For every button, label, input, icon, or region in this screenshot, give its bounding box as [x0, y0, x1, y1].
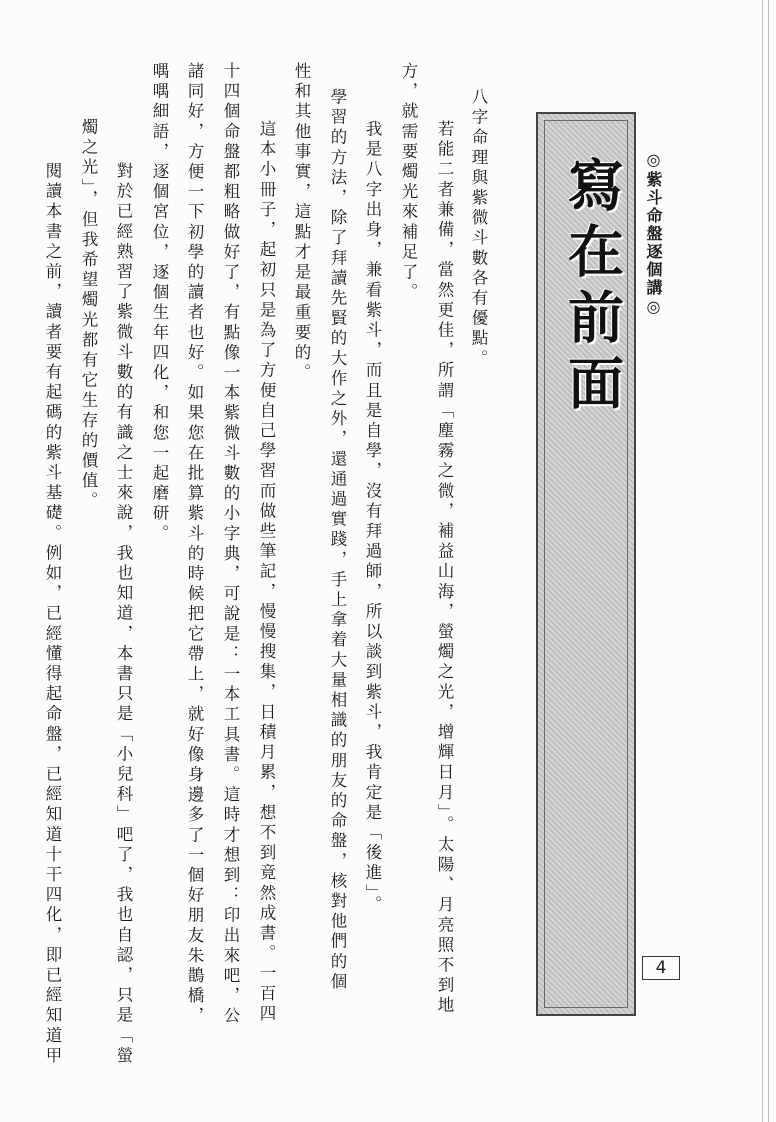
book-title: ◎紫斗命盤逐個講◎: [644, 150, 663, 318]
body-column-8: 十四個命盤都粗略做好了，有點像一本紫微斗數的小字典，可說是：一本工具書。這時才想到：印出來吧，公: [221, 62, 240, 1027]
page-number: 4: [642, 956, 680, 980]
page-edge-line: [762, 0, 763, 1122]
body-column-11: 對於已經熟習了紫微斗數的有識之士來說，我也知道，本書只是「小兒科」吧了，我也自認，只是「螢: [114, 162, 133, 1067]
body-column-2: 若能二者兼備，當然更佳，所謂「塵霧之微，補益山海，螢燭之光，增輝日月」。太陽、月亮照不到地: [435, 120, 454, 1017]
body-column-10: 喁喁細語，逐個宮位，逐個生年四化，和您一起磨研。: [150, 62, 169, 545]
body-column-5: 學習的方法，除了拜讀先賢的大作之外，還通過實踐，手上拿着大量相識的朋友的命盤，核對他們的個: [328, 88, 347, 993]
body-column-13: 閱讀本書之前，讀者要有起碼的紫斗基礎。例如，已經懂得起命盤，已經知道十干四化，即已經知道甲: [43, 162, 62, 1067]
page-edge-line: [768, 0, 769, 1122]
body-column-6: 性和其他事實，這點才是最重要的。: [292, 62, 311, 384]
body-column-12: 燭之光」，但我希望燭光都有它生存的價值。: [79, 118, 98, 512]
body-column-4: 我是八字出身，兼看紫斗，而且是自學，沒有拜過師，所以談到紫斗，我肯定是「後進」。: [363, 120, 382, 916]
body-column-1: 八字命理與紫微斗數各有優點。: [469, 88, 488, 370]
section-banner: [536, 112, 636, 1016]
body-column-9: 諸同好，方便一下初學的讀者也好。如果您在批算紫斗的時候把它帶上，就好像身邊多了一個好朋友朱鵲橋，: [185, 62, 204, 1027]
section-title: 寫在前面: [559, 156, 625, 420]
body-column-3: 方，就需要燭光來補足了。: [399, 62, 418, 304]
body-column-7: 這本小冊子，起初只是為了方便自己學習而做些筆記，慢慢搜集，日積月累，想不到竟然成書。一百四: [257, 120, 276, 1025]
